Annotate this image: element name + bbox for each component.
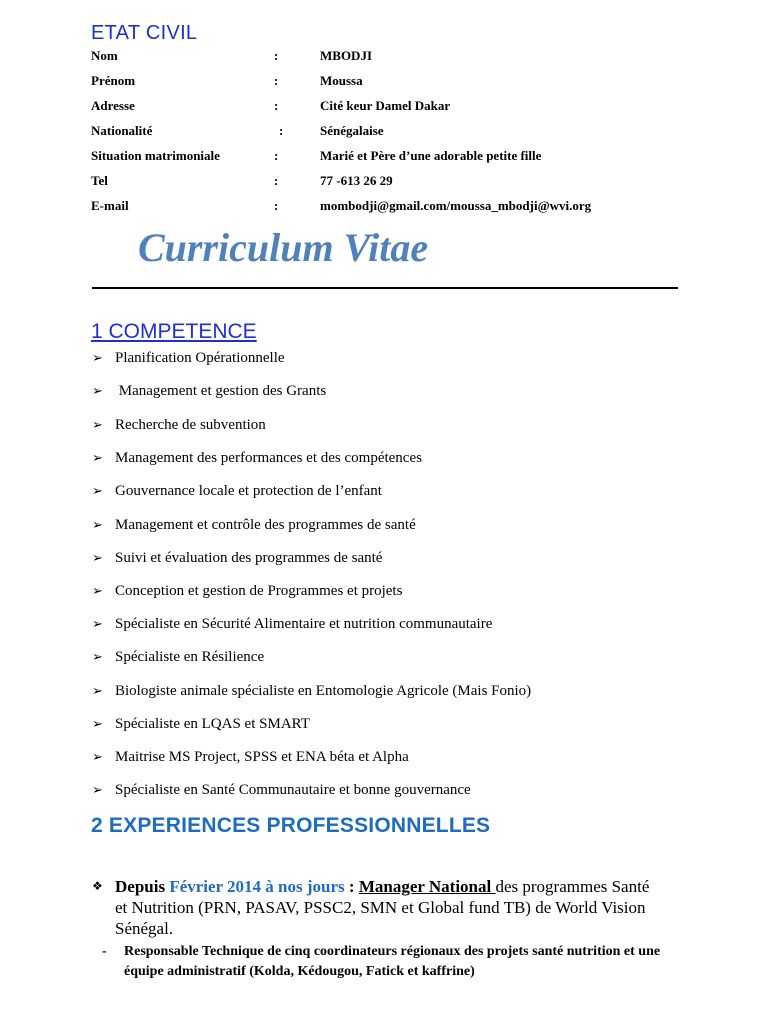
competence-item — [92, 747, 409, 767]
arrow-bullet-icon: ➢ — [92, 650, 103, 665]
civil-label: Nom — [91, 48, 118, 63]
competence-item — [92, 548, 382, 568]
competence-text: Management et gestion des Grants — [115, 383, 327, 399]
competence-text: Recherche de subvention — [115, 417, 266, 433]
experience-date: Février 2014 à nos jours — [169, 877, 345, 896]
experience-entry — [92, 876, 652, 939]
arrow-bullet-icon: ➢ — [92, 617, 103, 632]
civil-value: mombodji@gmail.com/moussa_mbodji@wvi.org — [320, 198, 592, 213]
competence-heading: 1 COMPETENCE — [91, 320, 257, 343]
competence-item — [92, 515, 416, 535]
experiences-heading: 2 EXPERIENCES PROFESSIONNELLES — [91, 814, 491, 837]
arrow-bullet-icon: ➢ — [92, 717, 103, 732]
arrow-bullet-icon: ➢ — [92, 684, 103, 699]
experience-text — [115, 876, 652, 939]
arrow-bullet-icon: ➢ — [92, 551, 103, 566]
arrow-bullet-icon: ➢ — [92, 584, 103, 599]
competence-text: Management des performances et des compétences — [115, 450, 422, 466]
etat-civil-heading: ETAT CIVIL — [91, 22, 198, 44]
competence-item — [92, 348, 285, 368]
competence-item — [92, 714, 310, 734]
civil-separator: : — [274, 98, 279, 113]
diamond-bullet-icon: ❖ — [92, 879, 103, 893]
competence-text: Gouvernance locale et protection de l’enfant — [115, 483, 382, 499]
arrow-bullet-icon: ➢ — [92, 384, 103, 399]
civil-label: E-mail — [91, 198, 129, 213]
civil-value: MBODJI — [320, 48, 372, 63]
competence-text: Planification Opérationnelle — [115, 350, 285, 366]
competence-text: Management et contrôle des programmes de santé — [115, 517, 416, 533]
civil-value: Marié et Père d’une adorable petite fille — [320, 148, 542, 163]
competence-item — [92, 581, 402, 601]
experience-sub-item — [102, 942, 662, 982]
civil-label: Prénom — [91, 73, 136, 88]
experience-role: Manager National — [358, 877, 496, 896]
competence-item — [92, 415, 266, 435]
competence-item — [92, 614, 492, 634]
civil-value: Sénégalaise — [320, 123, 384, 138]
civil-value: Cité keur Damel Dakar — [320, 98, 451, 113]
arrow-bullet-icon: ➢ — [92, 783, 103, 798]
competence-item — [92, 381, 326, 401]
arrow-bullet-icon: ➢ — [92, 518, 103, 533]
civil-separator: : — [274, 173, 279, 188]
civil-separator: : — [279, 123, 284, 138]
civil-label: Situation matrimoniale — [91, 148, 220, 163]
competence-item — [92, 681, 531, 701]
civil-value: 77 -613 26 29 — [320, 173, 393, 188]
civil-separator: : — [274, 73, 279, 88]
experience-depuis: Depuis — [115, 877, 166, 896]
competence-item — [92, 448, 422, 468]
civil-separator: : — [274, 48, 279, 63]
arrow-bullet-icon: ➢ — [92, 750, 103, 765]
cv-title: Curriculum Vitae — [138, 225, 429, 270]
experience-colon: : — [344, 877, 359, 896]
horizontal-rule — [92, 287, 678, 289]
competence-item — [92, 780, 471, 800]
competence-text: Biologiste animale spécialiste en Entomologie Agricole (Mais Fonio) — [115, 683, 532, 699]
experience-description: des programmes Santé et Nutrition (PRN, PASAV, PSSC2, SMN et Global fund TB) de World Vision Sénégal. — [115, 877, 650, 938]
competence-text: Spécialiste en Résilience — [115, 649, 265, 665]
competence-text: Spécialiste en Santé Communautaire et bonne gouvernance — [115, 782, 471, 798]
civil-label: Tel — [91, 173, 108, 188]
competence-text: Conception et gestion de Programmes et projets — [115, 583, 403, 599]
competence-item — [92, 481, 382, 501]
competence-text: Suivi et évaluation des programmes de santé — [115, 550, 383, 566]
civil-label: Adresse — [91, 98, 135, 113]
competence-item — [92, 647, 264, 667]
arrow-bullet-icon: ➢ — [92, 351, 103, 366]
civil-separator: : — [274, 198, 279, 213]
competence-text: Spécialiste en LQAS et SMART — [115, 716, 310, 732]
arrow-bullet-icon: ➢ — [92, 484, 103, 499]
arrow-bullet-icon: ➢ — [92, 451, 103, 466]
experience-sub-text: Responsable Technique de cinq coordinateurs régionaux des projets santé nutrition et une équipe administratif (Kolda, Kédougou, Fatick et kaffrine) — [124, 944, 661, 979]
civil-label: Nationalité — [91, 123, 153, 138]
competence-text: Spécialiste en Sécurité Alimentaire et nutrition communautaire — [115, 616, 493, 632]
dash-bullet: - — [102, 944, 107, 959]
competence-text: Maitrise MS Project, SPSS et ENA béta et Alpha — [115, 749, 409, 765]
civil-value: Moussa — [320, 73, 363, 88]
arrow-bullet-icon: ➢ — [92, 418, 103, 433]
civil-separator: : — [274, 148, 279, 163]
